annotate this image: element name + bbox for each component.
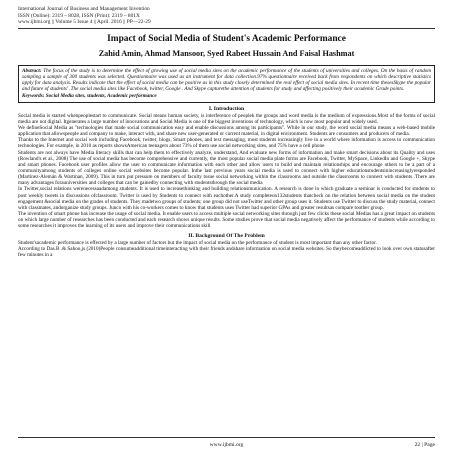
section-body-background xyxy=(18,240,435,258)
abstract-box xyxy=(18,65,435,103)
footer-url: www.ijbmi.org xyxy=(209,442,244,448)
page-footer xyxy=(18,437,435,448)
paper-authors: Zahid Amin, Ahmad Mansoor, Syed Rabeet Hussain And Faisal Hashmat xyxy=(98,48,355,58)
paragraph: In Twitter,social relations werenecessaadamong students. It is used to increasethinking and building relationsmunication. A research is done in which graduate a seminar is conducted for students to post weekly tweets in discussions ofclassroom. Twitter is used by Students to connect with eachother.A study completeon132students thatcheck on the relation between social media on the student engagement &social media on the grades of students. They madetwo groups of students; one group did not useTwitter and other group uses it. Students use Twitter to discuss the study material, connect with classmates, andorganize study groups. Junco with his co-workers comes to know that students uses Twitter had superior GPAs and greater resultsas compare toother group. xyxy=(18,186,435,211)
journal-header xyxy=(18,6,435,26)
paragraph: Students are not always have Media literacy skills that can help them to effectively analyze, understand, And evaluate new forms of information and make smart decisions about its Quality and uses (Rowland's et al., 2008) The use of social media has become comprehensive and currently, the most popular social media plate forms are Facebook, Twitter, MySpace, LinkedIn and Google +, Skype and smart phones. Facebook user profiles allow the user to communicate information with each other and allow users to build and maintain relationships and encourage others to be a part of a communityamong students of colleges online social websites become popular. Inthe last previous years social media is used to connect with higher educationstudentsinincreasinglyresponded (Martínez-Alemán & Wartman, 2009). This in turn put pressure on members of faculty tosue social networking within the classrooms and outside the classrooms to connect with students .There are many advantages forauniversities and colleges that can be gainedby connecting with studentsthrough the social media xyxy=(18,149,435,187)
abstract-text: The focus of the study is to determine the effect of growing use of social media sites on the academic performance of the students of universities and colleges. On the basis of random sampling a sample of 300 students was selected. Questionnaire was used as an instrument for data collection.97% questionnaire received back from respondents on which descriptive statistics apply for data analysis. Results indicate that the effect of social media can be positive as in this study closely determined the real effect of social media sites. In recent time thesesSkype the popular and future of students' .The social media sites like Facebook, twitter, Google . And Skype capturethe attention of students for study and affecting positively their academic Grade points. xyxy=(22,67,431,93)
paper-page xyxy=(18,6,435,448)
keywords-line xyxy=(22,93,431,99)
paragraph: Student'sacademic performance is effected by a large number of factors but the impact of social media on the performance of student is most important than any other factor. xyxy=(18,239,377,246)
header-divider xyxy=(18,28,435,29)
paragraph: Social media is started whenpeoplestart to communicate. Social means human society, is interference of peoplek the groups and word media is the medium of expressions.Most of the forms of social media are not digital. Itgenerates a large number of innovations and Social Media is one of the biggest inventions of technology, which is now most popular and widely used. xyxy=(18,112,435,125)
journal-volume: www.ijbmi.org || Volume 5 Issue 4 || April. 2016 || PP—22-29 xyxy=(18,19,151,26)
paragraph: The invention of smart phone has increase the usage of social media. It enable users to access multiple social networking sites through just few clicks these social Medias has a great impact on students on which large number of researches has been conducted and each research shows unique results. Some studies prove that social media negatively affect the performance of students while according to some researches it improves the learning of its users and improve their communications skill xyxy=(18,211,435,230)
paragraph: We defineSocial Media as "technologies that made social communication easy and enable discussions among its participants". While in our study, the word social media means a web-based mobile application that allowspeople and company to make, interact with, and share new user-generated or current material, in digital environment. Students are consumers and producers of media. xyxy=(18,124,435,138)
paragraph: Thanks to the Internet and social web including Facebook, twitter, blogs, Smart phones, and text messaging, most students increasingly live in a world where information is access to communication technologies. For example, in 2010 as reports showsAmerican teenagers about 73% of them use social networking sites, and 75% have a cell phone xyxy=(18,137,435,150)
footer-page-number: 22 | Page xyxy=(414,442,435,448)
paragraph: According to Das.B .& Sahoo,js (2010)People consumeadditional timeinteracting with their friends andshare information on social media websites. So theybecomeaddicted to look over own statusafter few minutes in a xyxy=(18,245,435,258)
paper-title: Impact of Social Media of Student's Academic Performance xyxy=(107,33,346,44)
journal-issn: ISSN (Online): 2319 – 8028, ISSN (Print): 2319 – 801X xyxy=(18,12,140,19)
abstract-label: Abstract: xyxy=(22,67,42,74)
section-body-introduction xyxy=(18,113,435,230)
section-heading-introduction: I. Introduction xyxy=(208,105,245,112)
section-heading-background: II. Background Of The Problem xyxy=(188,232,265,239)
keywords-label: Keywords: xyxy=(22,93,45,100)
journal-name: International Journal of Business and Management Invention xyxy=(18,6,150,12)
keywords-values: Social Media sites, students, Academic performance xyxy=(45,93,157,100)
